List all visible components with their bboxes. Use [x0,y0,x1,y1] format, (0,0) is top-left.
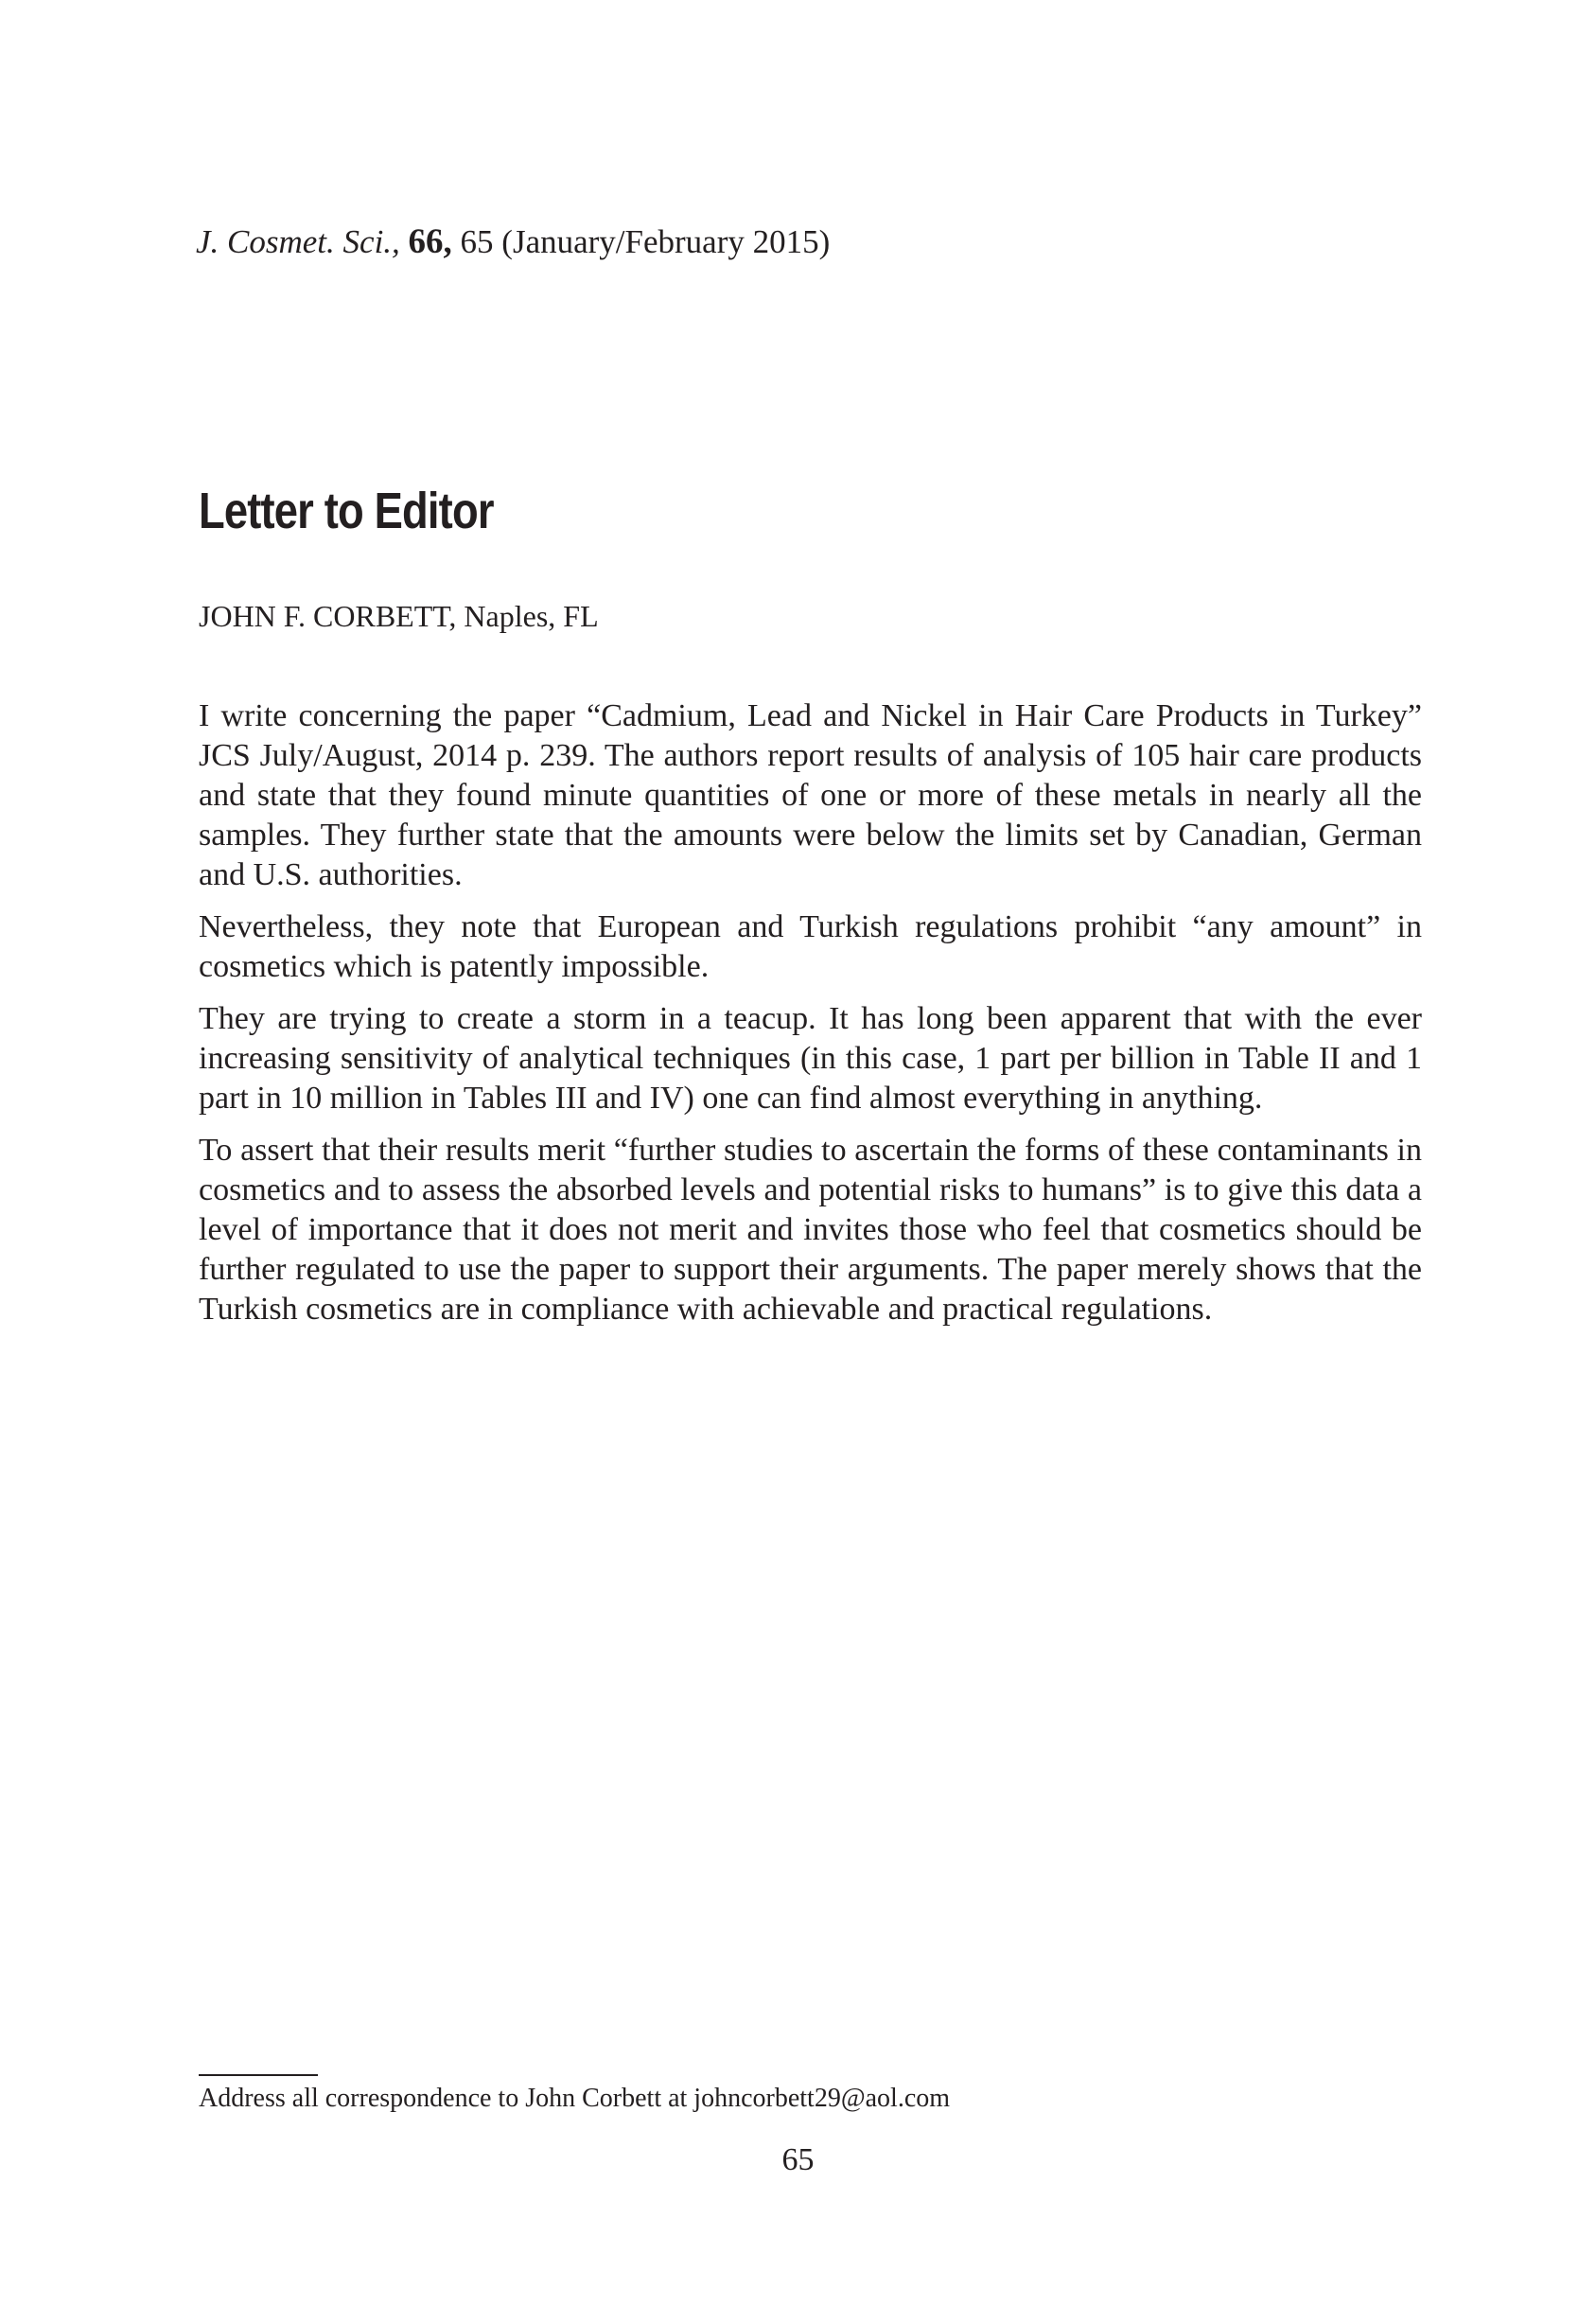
paragraph: They are trying to create a storm in a teacup. It has long been apparent that with the ever increasing sensitivity of analytical techniques (in this case, 1 part per billion in Table II and 1 part in 10 million in Tables III and IV) one can find almost everything in anything. [199,1001,1422,1116]
issue-date: 65 (January/February 2015) [460,223,831,260]
correspondence-footnote: Address all correspondence to John Corbett at johncorbett29@aol.com [199,2084,951,2113]
running-head [196,221,830,263]
paragraph: I write concerning the paper “Cadmium, Lead and Nickel in Hair Care Products in Turkey” JCS July/August, 2014 p. 239. The authors report results of analysis of 105 hair care products and state that they found minute quantities of one or more of these metals in nearly all the samples. They further state that the amounts were below the limits set by Canadian, German and U.S. authorities. [199,698,1422,892]
journal-name: J. Cosmet. Sci., [196,223,400,260]
footnote-divider [199,2074,318,2076]
article-title: Letter to Editor [199,483,494,539]
paragraph: To assert that their results merit “further studies to ascertain the forms of these contaminants in cosmetics and to assess the absorbed levels and potential risks to humans” is to give this data a level of importance that it does not merit and invites those who feel that cosmetics should be further regulated to use the paper to support their arguments. The paper merely shows that the Turkish cosmetics are in compliance with achievable and practical regulations. [199,1133,1422,1327]
paragraph: Nevertheless, they note that European and Turkish regulations prohibit “any amount” in cosmetics which is patently impossible. [199,909,1422,984]
volume-number: 66, [408,222,452,261]
page-number: 65 [781,2142,815,2177]
author-line: JOHN F. CORBETT, Naples, FL [199,599,599,633]
letter-body [199,696,1422,1342]
